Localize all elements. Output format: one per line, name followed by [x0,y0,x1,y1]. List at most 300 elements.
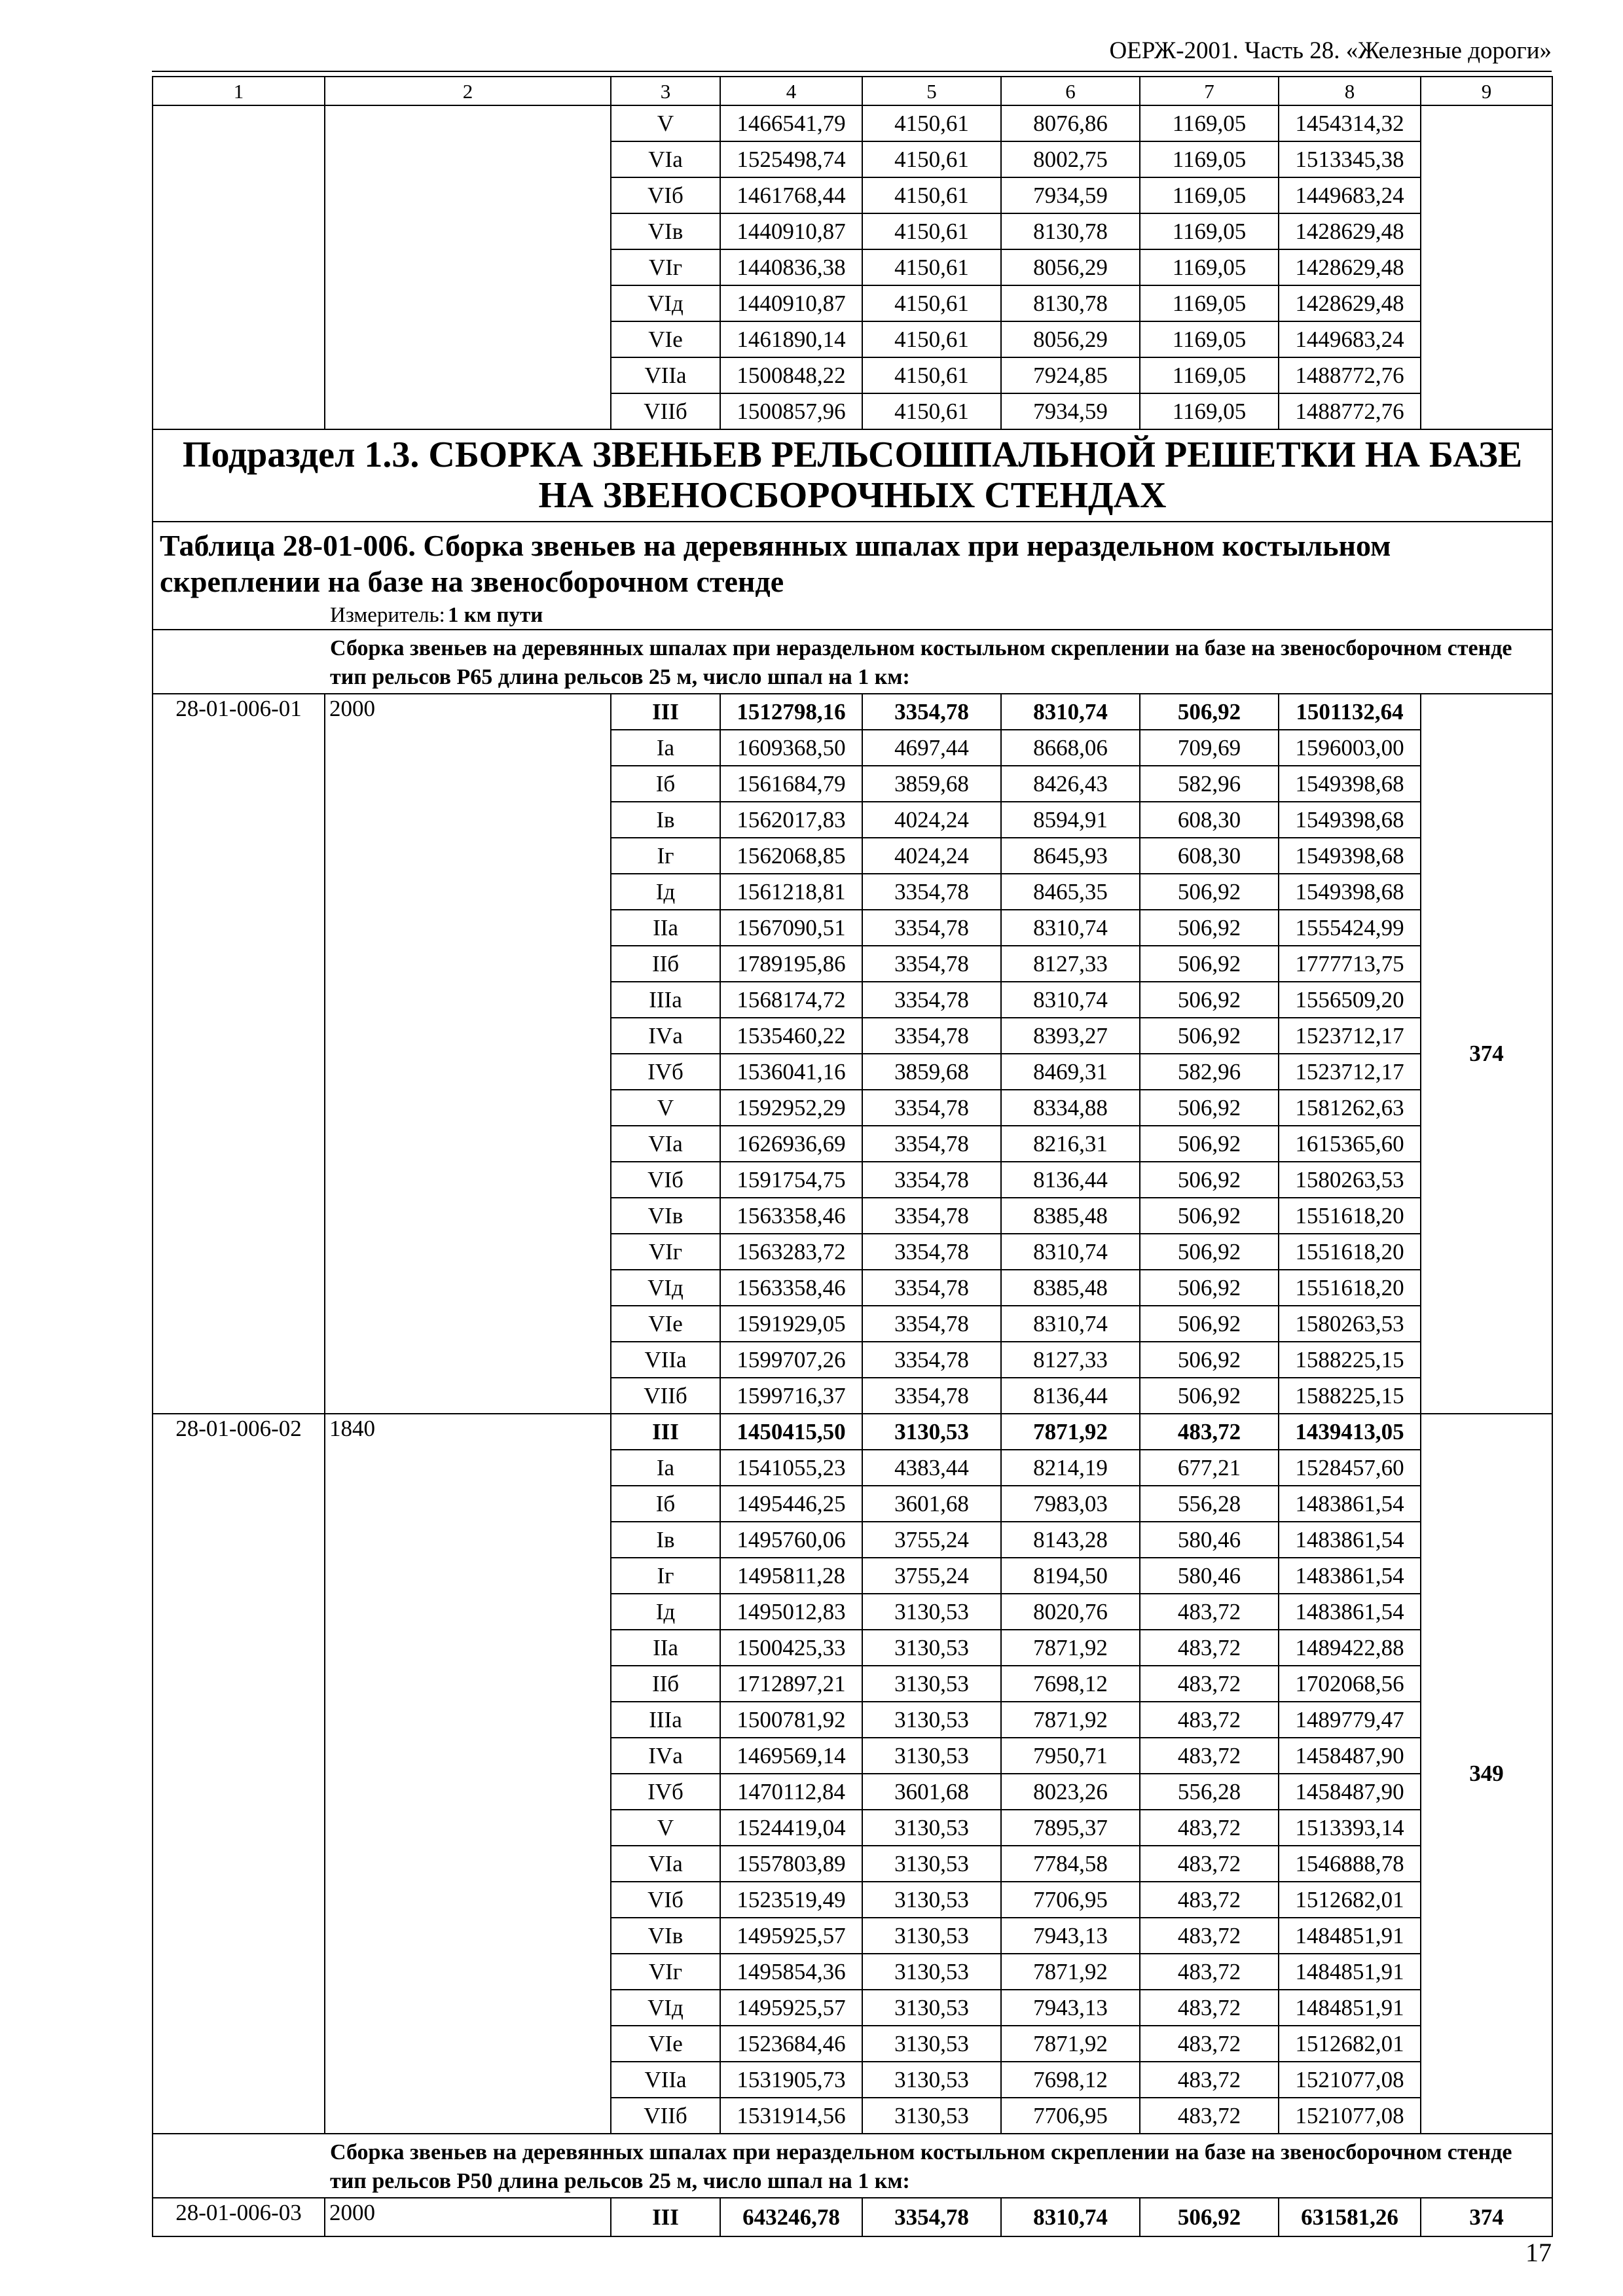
value-cell-c6: 7924,85 [1001,357,1140,393]
value-cell-c5: 3130,53 [862,1666,1001,1702]
header-rule [152,71,1552,72]
rates-table-body [153,77,1552,2236]
value-cell-c7: 582,96 [1140,1054,1279,1090]
value-cell-c4: 1568174,72 [720,982,862,1018]
column-number-row [153,77,1552,105]
value-cell-c7: 483,72 [1140,1882,1279,1918]
value-cell-c7: 506,92 [1140,1306,1279,1342]
value-cell-c4: 1562017,83 [720,802,862,838]
value-cell-c4: 1470112,84 [720,1774,862,1810]
value-cell-c8: 1489779,47 [1279,1702,1421,1738]
value-cell-c5: 4024,24 [862,838,1001,874]
value-cell-c8: 1488772,76 [1279,393,1421,429]
value-cell-c8: 1458487,90 [1279,1774,1421,1810]
value-cell-c6: 8645,93 [1001,838,1140,874]
value-cell-c4: 1500857,96 [720,393,862,429]
value-cell-c6: 8385,48 [1001,1198,1140,1234]
value-cell-c8: 1546888,78 [1279,1846,1421,1882]
value-cell-c5: 3354,78 [862,874,1001,910]
value-cell-c4: 1495811,28 [720,1558,862,1594]
value-cell-c5: 3859,68 [862,766,1001,802]
value-cell-c8: 1428629,48 [1279,285,1421,321]
value-cell-c4: 1512798,16 [720,694,862,730]
column-9-cell: 374 [1421,2198,1552,2236]
grade-cell: VIIа [611,357,720,393]
value-cell-c7: 506,92 [1140,946,1279,982]
value-cell-c8: 1581262,63 [1279,1090,1421,1126]
value-cell-c8: 1484851,91 [1279,1954,1421,1990]
grade-cell: IVб [611,1054,720,1090]
value-cell-c5: 3130,53 [862,1846,1001,1882]
value-cell-c6: 7706,95 [1001,2098,1140,2134]
value-cell-c4: 1599716,37 [720,1378,862,1414]
value-cell-c7: 506,92 [1140,1162,1279,1198]
value-cell-c8: 1551618,20 [1279,1270,1421,1306]
value-cell-c5: 3354,78 [862,1270,1001,1306]
value-cell-c4: 1535460,22 [720,1018,862,1054]
grade-cell: IIIа [611,982,720,1018]
table-row [153,1414,1552,1450]
value-cell-c6: 8023,26 [1001,1774,1140,1810]
value-cell-c7: 483,72 [1140,1702,1279,1738]
grade-cell: VIб [611,1162,720,1198]
value-cell-c6: 8393,27 [1001,1018,1140,1054]
value-cell-c4: 1591929,05 [720,1306,862,1342]
value-cell-c5: 4024,24 [862,802,1001,838]
empty-value-cell [325,105,611,429]
value-cell-c5: 3755,24 [862,1558,1001,1594]
value-cell-c4: 1495760,06 [720,1522,862,1558]
value-cell-c4: 643246,78 [720,2198,862,2236]
value-cell-c6: 7698,12 [1001,2062,1140,2098]
value-cell-c6: 7934,59 [1001,177,1140,213]
value-cell-c8: 1483861,54 [1279,1522,1421,1558]
value-cell-c6: 8130,78 [1001,285,1140,321]
value-cell-c4: 1563283,72 [720,1234,862,1270]
empty-code-cell [153,105,325,429]
value-cell-c7: 506,92 [1140,982,1279,1018]
value-cell-c6: 7706,95 [1001,1882,1140,1918]
grade-cell: VIг [611,1234,720,1270]
grade-cell: IIа [611,1630,720,1666]
value-cell-c8: 1551618,20 [1279,1198,1421,1234]
grade-cell: Iа [611,1450,720,1486]
value-cell-c7: 483,72 [1140,1954,1279,1990]
value-cell-c4: 1495446,25 [720,1486,862,1522]
value-cell-c6: 8056,29 [1001,249,1140,285]
value-cell-c5: 3354,78 [862,1378,1001,1414]
value-cell-c7: 506,92 [1140,1234,1279,1270]
value-cell-c5: 3354,78 [862,1306,1001,1342]
value-cell-c7: 483,72 [1140,2026,1279,2062]
value-cell-c7: 1169,05 [1140,393,1279,429]
value-cell-c6: 7950,71 [1001,1738,1140,1774]
grade-cell: VIа [611,141,720,177]
value-cell-c4: 1495012,83 [720,1594,862,1630]
grade-cell: VIг [611,1954,720,1990]
running-header: ОЕРЖ-2001. Часть 28. «Железные дороги» [1109,37,1552,64]
value-cell-c4: 1531905,73 [720,2062,862,2098]
value-cell-c5: 3859,68 [862,1054,1001,1090]
grade-cell: VIд [611,1270,720,1306]
value-cell-c4: 1563358,46 [720,1270,862,1306]
column-9-cell: 349 [1421,1414,1552,2134]
value-cell-c8: 1483861,54 [1279,1486,1421,1522]
value-cell-c7: 1169,05 [1140,177,1279,213]
value-cell-c8: 1521077,08 [1279,2062,1421,2098]
value-cell-c7: 483,72 [1140,1630,1279,1666]
value-cell-c5: 3354,78 [862,1018,1001,1054]
value-cell-c5: 4150,61 [862,177,1001,213]
grade-cell: IIб [611,1666,720,1702]
value-cell-c6: 8310,74 [1001,694,1140,730]
value-cell-c8: 1513393,14 [1279,1810,1421,1846]
value-cell-c5: 4150,61 [862,213,1001,249]
value-cell-c7: 506,92 [1140,910,1279,946]
value-cell-c4: 1626936,69 [720,1126,862,1162]
group-caption-row [153,2134,1552,2198]
value-cell-c8: 1484851,91 [1279,1990,1421,2026]
grade-cell: VIIа [611,2062,720,2098]
value-cell-c8: 1702068,56 [1279,1666,1421,1702]
value-cell-c6: 7934,59 [1001,393,1140,429]
column-number-cell: 1 [153,77,325,105]
value-cell-c5: 3354,78 [862,1234,1001,1270]
column-number-cell: 3 [611,77,720,105]
table-title-row [153,522,1552,602]
value-cell-c5: 4150,61 [862,105,1001,141]
value-cell-c6: 7871,92 [1001,2026,1140,2062]
grade-cell: VIв [611,213,720,249]
value-cell-c7: 582,96 [1140,766,1279,802]
value-cell-c6: 7784,58 [1001,1846,1140,1882]
grade-cell: Iа [611,730,720,766]
grade-cell: III [611,694,720,730]
value-cell-c5: 3130,53 [862,1954,1001,1990]
value-cell-c7: 1169,05 [1140,141,1279,177]
column-number-cell: 4 [720,77,862,105]
column-number-cell: 2 [325,77,611,105]
value-cell-c4: 1712897,21 [720,1666,862,1702]
column-number-cell: 6 [1001,77,1140,105]
value-cell-c6: 8385,48 [1001,1270,1140,1306]
value-cell-c7: 1169,05 [1140,105,1279,141]
column-number-cell: 7 [1140,77,1279,105]
value-cell-c6: 8465,35 [1001,874,1140,910]
grade-cell: VIIа [611,1342,720,1378]
value-cell-c8: 1588225,15 [1279,1378,1421,1414]
grade-cell: III [611,2198,720,2236]
value-cell-c7: 580,46 [1140,1522,1279,1558]
grade-cell: VIв [611,1918,720,1954]
value-cell-c8: 1458487,90 [1279,1738,1421,1774]
grade-cell: Iг [611,1558,720,1594]
value-cell-c5: 3354,78 [862,1198,1001,1234]
value-cell-c6: 7871,92 [1001,1702,1140,1738]
value-cell-c6: 7895,37 [1001,1810,1140,1846]
value-cell-c5: 4150,61 [862,249,1001,285]
value-cell-c8: 1523712,17 [1279,1054,1421,1090]
value-cell-c4: 1523684,46 [720,2026,862,2062]
grade-cell: Iд [611,874,720,910]
value-cell-c6: 7871,92 [1001,1954,1140,1990]
value-cell-c4: 1495854,36 [720,1954,862,1990]
value-cell-c8: 1549398,68 [1279,802,1421,838]
grade-cell: Iб [611,766,720,802]
grade-cell: VIа [611,1846,720,1882]
sleeper-count-cell: 2000 [325,694,611,1414]
value-cell-c8: 631581,26 [1279,2198,1421,2236]
value-cell-c6: 7871,92 [1001,1414,1140,1450]
grade-cell: VIIб [611,2098,720,2134]
value-cell-c4: 1440910,87 [720,285,862,321]
value-cell-c7: 506,92 [1140,1342,1279,1378]
value-cell-c4: 1609368,50 [720,730,862,766]
value-cell-c5: 3354,78 [862,1090,1001,1126]
value-cell-c4: 1557803,89 [720,1846,862,1882]
value-cell-c6: 8310,74 [1001,2198,1140,2236]
value-cell-c5: 4697,44 [862,730,1001,766]
value-cell-c4: 1461768,44 [720,177,862,213]
value-cell-c7: 506,92 [1140,1198,1279,1234]
grade-cell: VIб [611,177,720,213]
grade-cell: Iв [611,1522,720,1558]
value-cell-c5: 3354,78 [862,946,1001,982]
grade-cell: V [611,1090,720,1126]
value-cell-c6: 7943,13 [1001,1990,1140,2026]
value-cell-c8: 1439413,05 [1279,1414,1421,1450]
value-cell-c8: 1501132,64 [1279,694,1421,730]
grade-cell: VIIб [611,393,720,429]
value-cell-c7: 483,72 [1140,1990,1279,2026]
grade-cell: IIIа [611,1702,720,1738]
value-cell-c6: 8334,88 [1001,1090,1140,1126]
table-row [153,694,1552,730]
value-cell-c8: 1449683,24 [1279,177,1421,213]
value-cell-c6: 8594,91 [1001,802,1140,838]
grade-cell: VIе [611,2026,720,2062]
measure-unit: 1 км пути [448,603,543,628]
value-cell-c4: 1450415,50 [720,1414,862,1450]
value-cell-c8: 1428629,48 [1279,249,1421,285]
column-number-cell: 5 [862,77,1001,105]
value-cell-c5: 3130,53 [862,1882,1001,1918]
value-cell-c5: 3755,24 [862,1522,1001,1558]
value-cell-c8: 1528457,60 [1279,1450,1421,1486]
value-cell-c4: 1531914,56 [720,2098,862,2134]
subsection-title: Подраздел 1.3. СБОРКА ЗВЕНЬЕВ РЕЛЬСОШПАЛЬНОЙ РЕШЕТКИ НА БАЗЕ НА ЗВЕНОСБОРОЧНЫХ СТЕНДАХ [153,429,1552,522]
value-cell-c4: 1567090,51 [720,910,862,946]
value-cell-c8: 1523712,17 [1279,1018,1421,1054]
value-cell-c5: 3130,53 [862,1738,1001,1774]
value-cell-c8: 1428629,48 [1279,213,1421,249]
value-cell-c6: 7698,12 [1001,1666,1140,1702]
value-cell-c5: 3130,53 [862,2062,1001,2098]
value-cell-c8: 1549398,68 [1279,874,1421,910]
value-cell-c8: 1596003,00 [1279,730,1421,766]
value-cell-c6: 8214,19 [1001,1450,1140,1486]
value-cell-c8: 1454314,32 [1279,105,1421,141]
value-cell-c6: 8310,74 [1001,910,1140,946]
value-cell-c5: 3130,53 [862,1990,1001,2026]
value-cell-c7: 556,28 [1140,1486,1279,1522]
value-cell-c5: 4150,61 [862,357,1001,393]
grade-cell: VIб [611,1882,720,1918]
value-cell-c7: 608,30 [1140,838,1279,874]
value-cell-c6: 8076,86 [1001,105,1140,141]
value-cell-c7: 483,72 [1140,1414,1279,1450]
value-cell-c5: 3601,68 [862,1774,1001,1810]
measure-row [153,603,1552,630]
value-cell-c8: 1483861,54 [1279,1594,1421,1630]
value-cell-c5: 3130,53 [862,1702,1001,1738]
value-cell-c8: 1513345,38 [1279,141,1421,177]
value-cell-c5: 4150,61 [862,321,1001,357]
value-cell-c8: 1580263,53 [1279,1306,1421,1342]
value-cell-c7: 1169,05 [1140,249,1279,285]
value-cell-c4: 1536041,16 [720,1054,862,1090]
value-cell-c6: 8216,31 [1001,1126,1140,1162]
group-caption: Сборка звеньев на деревянных шпалах при нераздельном костыльном скреплении на базе на звеносборочном стенде тип рельсов Р65 длина рельсов 25 м, число шпал на 1 км: [153,630,1552,694]
rate-code-cell: 28-01-006-03 [153,2198,325,2236]
measure-cell [153,603,1552,630]
grade-cell: Iб [611,1486,720,1522]
value-cell-c4: 1591754,75 [720,1162,862,1198]
value-cell-c7: 483,72 [1140,1810,1279,1846]
rate-code-cell: 28-01-006-01 [153,694,325,1414]
measure-label: Измеритель: [330,603,445,628]
value-cell-c5: 3354,78 [862,1162,1001,1198]
grade-cell: VIIб [611,1378,720,1414]
value-cell-c6: 8143,28 [1001,1522,1140,1558]
value-cell-c7: 483,72 [1140,1738,1279,1774]
grade-cell: VIд [611,285,720,321]
value-cell-c4: 1541055,23 [720,1450,862,1486]
value-cell-c8: 1588225,15 [1279,1342,1421,1378]
value-cell-c4: 1561218,81 [720,874,862,910]
sleeper-count-cell: 2000 [325,2198,611,2236]
value-cell-c5: 3130,53 [862,2098,1001,2134]
grade-cell: Iд [611,1594,720,1630]
grade-cell: VIд [611,1990,720,2026]
value-cell-c5: 3354,78 [862,694,1001,730]
value-cell-c4: 1523519,49 [720,1882,862,1918]
empty-count-cell [1421,105,1552,429]
value-cell-c5: 3354,78 [862,2198,1001,2236]
grade-cell: IVа [611,1738,720,1774]
table-row [153,105,1552,141]
value-cell-c6: 7871,92 [1001,1630,1140,1666]
grade-cell: VIв [611,1198,720,1234]
value-cell-c4: 1561684,79 [720,766,862,802]
value-cell-c8: 1549398,68 [1279,766,1421,802]
grade-cell: VIе [611,321,720,357]
value-cell-c6: 8127,33 [1001,946,1140,982]
value-cell-c8: 1549398,68 [1279,838,1421,874]
value-cell-c5: 3130,53 [862,1810,1001,1846]
grade-cell: IIб [611,946,720,982]
value-cell-c4: 1440910,87 [720,213,862,249]
value-cell-c7: 556,28 [1140,1774,1279,1810]
value-cell-c6: 8194,50 [1001,1558,1140,1594]
table-row [153,2198,1552,2236]
value-cell-c4: 1563358,46 [720,1198,862,1234]
value-cell-c4: 1461890,14 [720,321,862,357]
subsection-heading-row [153,429,1552,522]
value-cell-c8: 1580263,53 [1279,1162,1421,1198]
value-cell-c4: 1592952,29 [720,1090,862,1126]
column-number-cell: 8 [1279,77,1421,105]
value-cell-c6: 8426,43 [1001,766,1140,802]
grade-cell: IIа [611,910,720,946]
value-cell-c7: 1169,05 [1140,285,1279,321]
value-cell-c5: 3354,78 [862,982,1001,1018]
value-cell-c5: 3130,53 [862,1594,1001,1630]
value-cell-c5: 3130,53 [862,1630,1001,1666]
value-cell-c7: 608,30 [1140,802,1279,838]
value-cell-c7: 483,72 [1140,1666,1279,1702]
value-cell-c4: 1562068,85 [720,838,862,874]
value-cell-c6: 7983,03 [1001,1486,1140,1522]
value-cell-c7: 483,72 [1140,1846,1279,1882]
value-cell-c8: 1512682,01 [1279,2026,1421,2062]
value-cell-c7: 483,72 [1140,2098,1279,2134]
value-cell-c5: 3354,78 [862,910,1001,946]
value-cell-c8: 1555424,99 [1279,910,1421,946]
value-cell-c4: 1789195,86 [720,946,862,982]
value-cell-c6: 8130,78 [1001,213,1140,249]
value-cell-c5: 4150,61 [862,285,1001,321]
value-cell-c6: 8469,31 [1001,1054,1140,1090]
value-cell-c8: 1484851,91 [1279,1918,1421,1954]
value-cell-c4: 1524419,04 [720,1810,862,1846]
value-cell-c5: 4150,61 [862,141,1001,177]
grade-cell: VIг [611,249,720,285]
value-cell-c8: 1556509,20 [1279,982,1421,1018]
value-cell-c6: 8020,76 [1001,1594,1140,1630]
grade-cell: IVб [611,1774,720,1810]
value-cell-c7: 580,46 [1140,1558,1279,1594]
value-cell-c6: 8310,74 [1001,1234,1140,1270]
value-cell-c5: 3130,53 [862,2026,1001,2062]
value-cell-c6: 8310,74 [1001,1306,1140,1342]
grade-cell: Iг [611,838,720,874]
rate-code-cell: 28-01-006-02 [153,1414,325,2134]
value-cell-c7: 506,92 [1140,1378,1279,1414]
value-cell-c4: 1440836,38 [720,249,862,285]
value-cell-c8: 1483861,54 [1279,1558,1421,1594]
page-number: 17 [1525,2238,1552,2267]
sleeper-count-cell: 1840 [325,1414,611,2134]
value-cell-c7: 506,92 [1140,1126,1279,1162]
value-cell-c7: 483,72 [1140,2062,1279,2098]
value-cell-c8: 1551618,20 [1279,1234,1421,1270]
value-cell-c7: 483,72 [1140,1594,1279,1630]
value-cell-c5: 3354,78 [862,1342,1001,1378]
value-cell-c7: 506,92 [1140,1270,1279,1306]
value-cell-c8: 1615365,60 [1279,1126,1421,1162]
grade-cell: V [611,105,720,141]
value-cell-c7: 483,72 [1140,1918,1279,1954]
value-cell-c4: 1495925,57 [720,1918,862,1954]
value-cell-c5: 3130,53 [862,1918,1001,1954]
grade-cell: Iв [611,802,720,838]
value-cell-c5: 4150,61 [862,393,1001,429]
value-cell-c8: 1777713,75 [1279,946,1421,982]
value-cell-c4: 1469569,14 [720,1738,862,1774]
value-cell-c6: 8136,44 [1001,1162,1140,1198]
grade-cell: III [611,1414,720,1450]
